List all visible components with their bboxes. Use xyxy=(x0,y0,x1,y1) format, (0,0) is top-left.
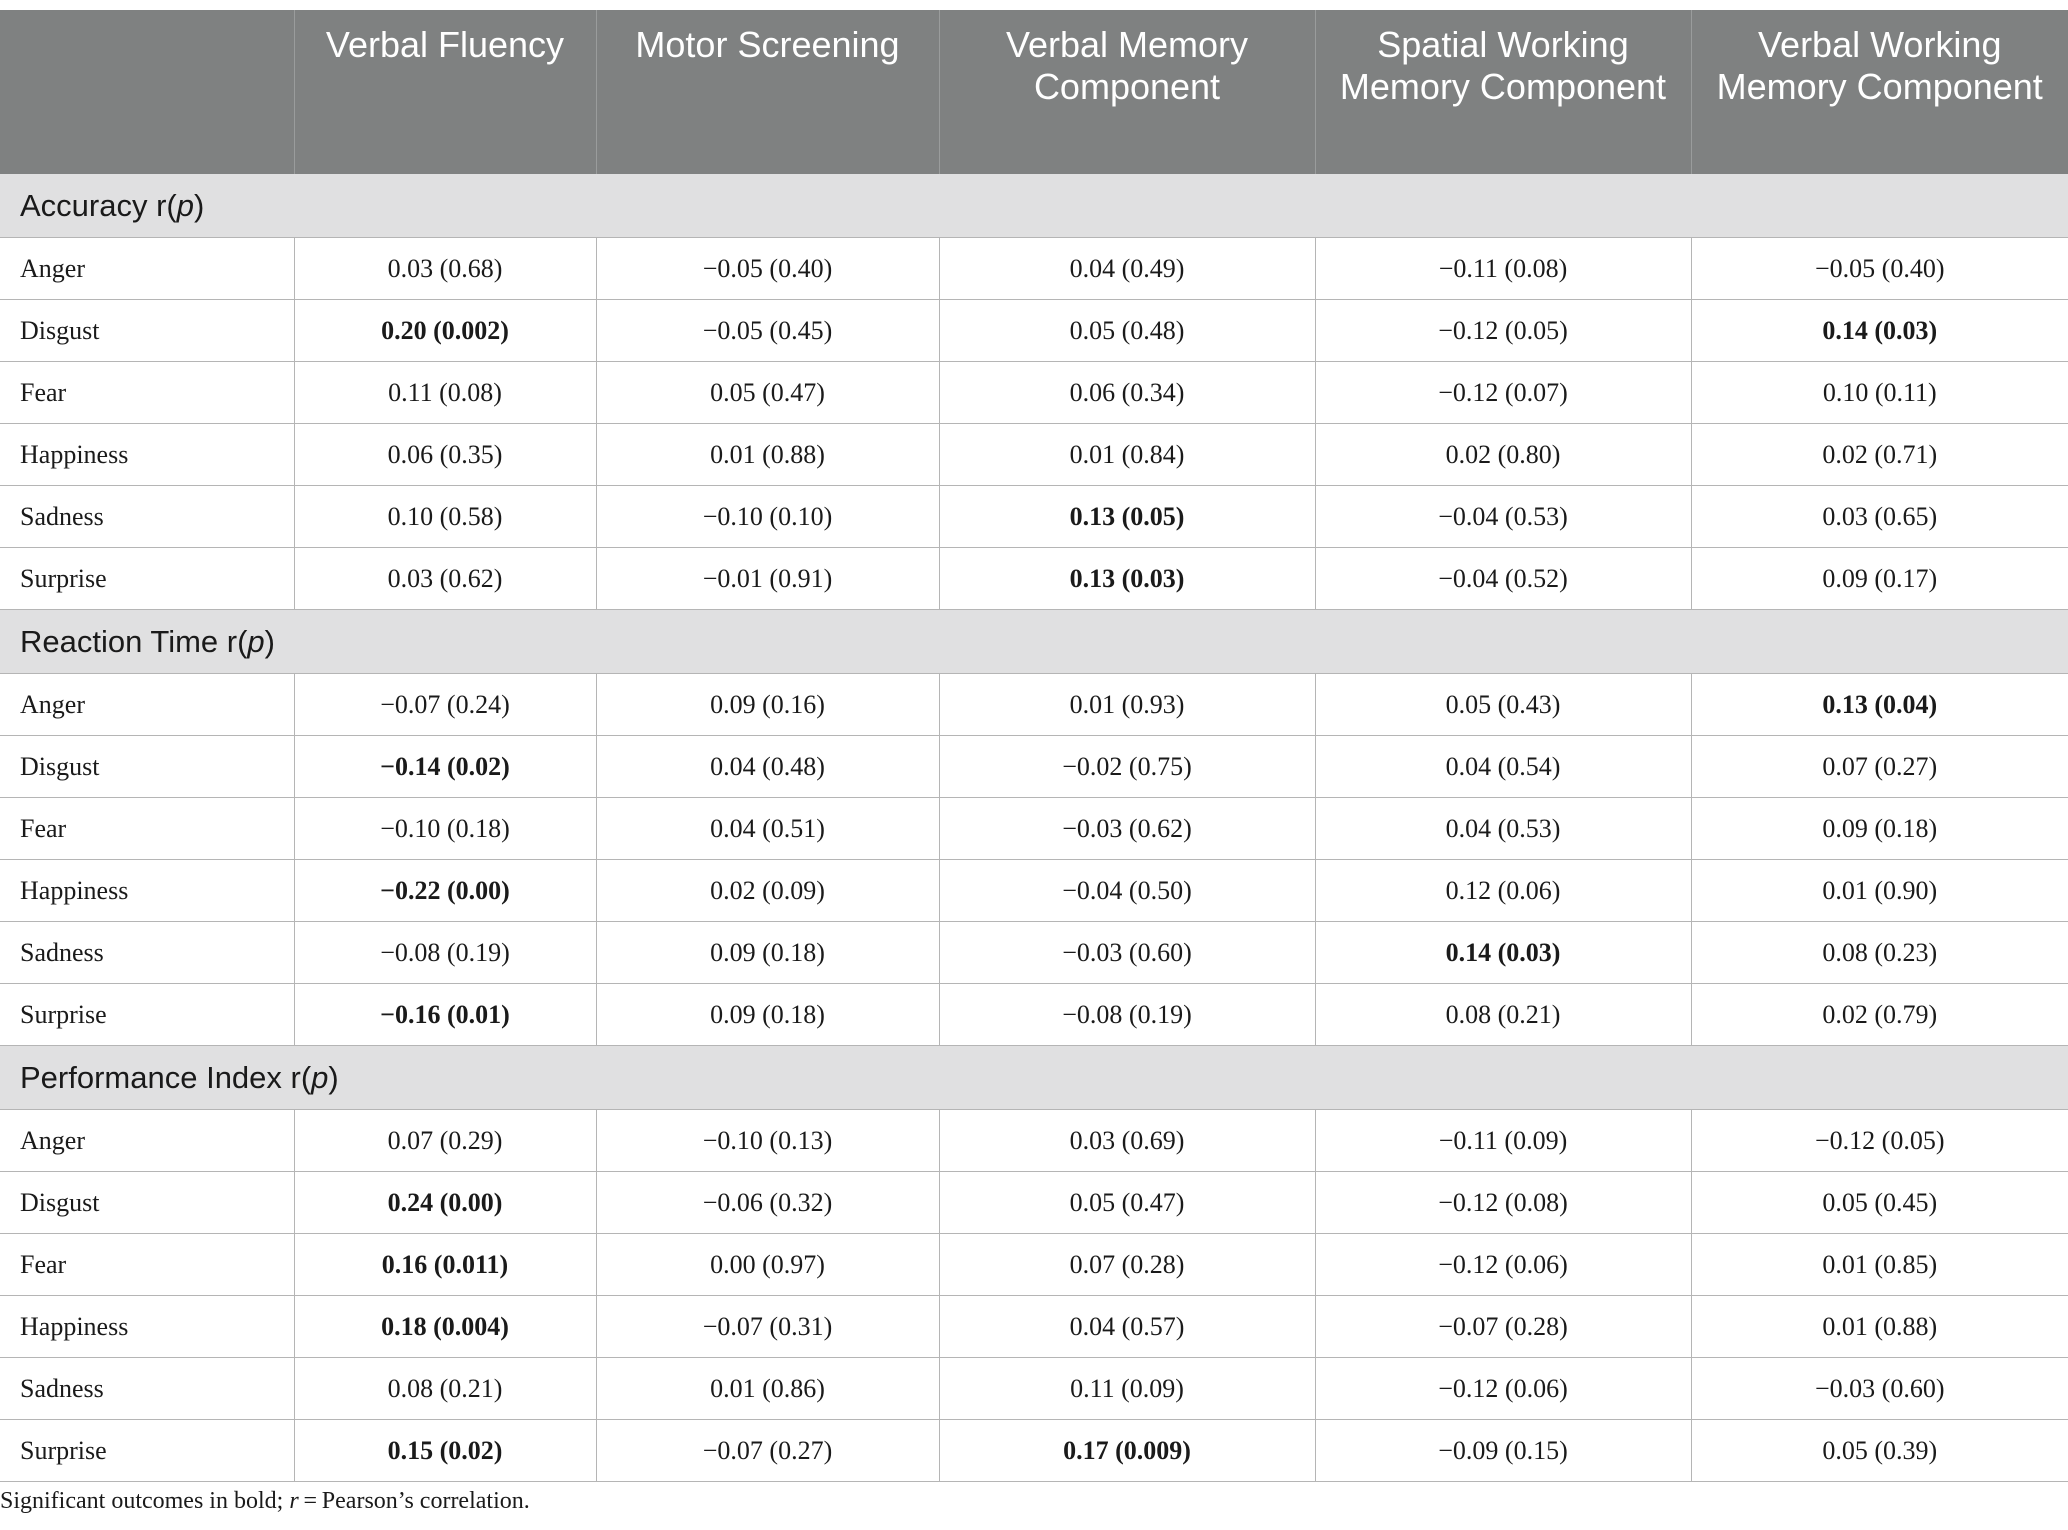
row-label: Fear xyxy=(0,1234,294,1296)
table-cell: 0.05 (0.47) xyxy=(939,1172,1315,1234)
table-cell: −0.11 (0.09) xyxy=(1315,1110,1691,1172)
table-cell: 0.00 (0.97) xyxy=(596,1234,939,1296)
row-label: Surprise xyxy=(0,984,294,1046)
table-cell: 0.04 (0.57) xyxy=(939,1296,1315,1358)
row-label: Anger xyxy=(0,238,294,300)
table-row xyxy=(0,424,2068,486)
table-cell: 0.01 (0.93) xyxy=(939,674,1315,736)
table-row xyxy=(0,674,2068,736)
section-title-end: ) xyxy=(328,1059,339,1095)
section-title xyxy=(0,1046,2068,1110)
table-row xyxy=(0,798,2068,860)
row-label: Happiness xyxy=(0,424,294,486)
table-cell: −0.14 (0.02) xyxy=(294,736,596,798)
table-cell: −0.05 (0.40) xyxy=(596,238,939,300)
table-cell: 0.05 (0.45) xyxy=(1691,1172,2068,1234)
section-title-p: p xyxy=(311,1059,329,1095)
section-title xyxy=(0,174,2068,238)
correlation-table xyxy=(0,10,2068,1482)
table-cell: 0.06 (0.35) xyxy=(294,424,596,486)
table-cell: 0.20 (0.002) xyxy=(294,300,596,362)
header-spatial-working-memory: Spatial Working Memory Component xyxy=(1315,10,1691,174)
table-cell: 0.09 (0.18) xyxy=(1691,798,2068,860)
header-verbal-memory: Verbal Memory Component xyxy=(939,10,1315,174)
table-cell: −0.04 (0.53) xyxy=(1315,486,1691,548)
table-cell: 0.09 (0.18) xyxy=(596,922,939,984)
header-verbal-fluency: Verbal Fluency xyxy=(294,10,596,174)
table-cell: 0.01 (0.85) xyxy=(1691,1234,2068,1296)
table-cell: −0.08 (0.19) xyxy=(939,984,1315,1046)
header-verbal-working-memory: Verbal Working Memory Component xyxy=(1691,10,2068,174)
table-cell: 0.07 (0.29) xyxy=(294,1110,596,1172)
table-cell: 0.13 (0.03) xyxy=(939,548,1315,610)
table-row xyxy=(0,860,2068,922)
table-cell: 0.11 (0.09) xyxy=(939,1358,1315,1420)
table-cell: 0.01 (0.90) xyxy=(1691,860,2068,922)
table-cell: 0.04 (0.49) xyxy=(939,238,1315,300)
table-cell: 0.14 (0.03) xyxy=(1691,300,2068,362)
table-cell: −0.06 (0.32) xyxy=(596,1172,939,1234)
section-title xyxy=(0,610,2068,674)
table-cell: 0.09 (0.16) xyxy=(596,674,939,736)
row-label: Happiness xyxy=(0,860,294,922)
table-cell: −0.07 (0.28) xyxy=(1315,1296,1691,1358)
table-cell: 0.10 (0.58) xyxy=(294,486,596,548)
table-cell: 0.12 (0.06) xyxy=(1315,860,1691,922)
table-cell: 0.01 (0.84) xyxy=(939,424,1315,486)
table-row xyxy=(0,1420,2068,1482)
section-title-end: ) xyxy=(194,187,205,223)
table-cell: 0.03 (0.65) xyxy=(1691,486,2068,548)
table-cell: 0.07 (0.28) xyxy=(939,1234,1315,1296)
table-cell: 0.13 (0.05) xyxy=(939,486,1315,548)
table-cell: −0.07 (0.31) xyxy=(596,1296,939,1358)
section-title-text: Reaction Time r( xyxy=(20,623,248,659)
table-cell: 0.17 (0.009) xyxy=(939,1420,1315,1482)
section-title-p: p xyxy=(247,623,265,659)
table-cell: 0.18 (0.004) xyxy=(294,1296,596,1358)
table-row xyxy=(0,1110,2068,1172)
section-header-row xyxy=(0,1046,2068,1110)
row-label: Sadness xyxy=(0,486,294,548)
table-cell: 0.09 (0.17) xyxy=(1691,548,2068,610)
section-title-p: p xyxy=(176,187,194,223)
table-cell: 0.14 (0.03) xyxy=(1315,922,1691,984)
table-cell: −0.04 (0.50) xyxy=(939,860,1315,922)
row-label: Anger xyxy=(0,674,294,736)
row-label: Fear xyxy=(0,362,294,424)
table-cell: −0.03 (0.60) xyxy=(939,922,1315,984)
table-row xyxy=(0,548,2068,610)
table-row xyxy=(0,736,2068,798)
section-title-text: Performance Index r( xyxy=(20,1059,312,1095)
table-row xyxy=(0,1358,2068,1420)
table-cell: 0.15 (0.02) xyxy=(294,1420,596,1482)
table-cell: 0.10 (0.11) xyxy=(1691,362,2068,424)
table-cell: 0.01 (0.88) xyxy=(596,424,939,486)
table-cell: −0.22 (0.00) xyxy=(294,860,596,922)
header-cell-blank xyxy=(0,10,294,174)
table-cell: −0.05 (0.40) xyxy=(1691,238,2068,300)
table-cell: 0.02 (0.71) xyxy=(1691,424,2068,486)
table-cell: −0.12 (0.06) xyxy=(1315,1358,1691,1420)
table-cell: 0.11 (0.08) xyxy=(294,362,596,424)
table-container xyxy=(0,10,2068,1482)
table-cell: −0.05 (0.45) xyxy=(596,300,939,362)
table-cell: 0.02 (0.09) xyxy=(596,860,939,922)
table-cell: 0.04 (0.53) xyxy=(1315,798,1691,860)
table-cell: 0.04 (0.54) xyxy=(1315,736,1691,798)
footnote-r-symbol: r xyxy=(289,1488,299,1514)
table-cell: 0.04 (0.51) xyxy=(596,798,939,860)
row-label: Surprise xyxy=(0,1420,294,1482)
table-cell: 0.08 (0.21) xyxy=(294,1358,596,1420)
table-row xyxy=(0,1296,2068,1358)
table-cell: 0.06 (0.34) xyxy=(939,362,1315,424)
table-row xyxy=(0,1172,2068,1234)
table-cell: −0.12 (0.05) xyxy=(1315,300,1691,362)
table-cell: 0.05 (0.47) xyxy=(596,362,939,424)
table-body xyxy=(0,174,2068,1482)
table-cell: 0.05 (0.43) xyxy=(1315,674,1691,736)
table-cell: −0.04 (0.52) xyxy=(1315,548,1691,610)
section-header-row xyxy=(0,610,2068,674)
footnote-part1: Significant outcomes in bold; xyxy=(0,1488,290,1514)
table-cell: −0.07 (0.24) xyxy=(294,674,596,736)
table-cell: 0.16 (0.011) xyxy=(294,1234,596,1296)
table-row xyxy=(0,984,2068,1046)
table-cell: −0.16 (0.01) xyxy=(294,984,596,1046)
table-cell: −0.12 (0.08) xyxy=(1315,1172,1691,1234)
table-cell: −0.03 (0.62) xyxy=(939,798,1315,860)
table-cell: 0.13 (0.04) xyxy=(1691,674,2068,736)
row-label: Fear xyxy=(0,798,294,860)
table-cell: −0.02 (0.75) xyxy=(939,736,1315,798)
table-cell: −0.09 (0.15) xyxy=(1315,1420,1691,1482)
table-cell: −0.10 (0.13) xyxy=(596,1110,939,1172)
table-cell: 0.24 (0.00) xyxy=(294,1172,596,1234)
header-row xyxy=(0,10,2068,174)
table-cell: 0.04 (0.48) xyxy=(596,736,939,798)
table-cell: 0.08 (0.23) xyxy=(1691,922,2068,984)
row-label: Disgust xyxy=(0,300,294,362)
table-cell: 0.02 (0.80) xyxy=(1315,424,1691,486)
table-row xyxy=(0,238,2068,300)
row-label: Sadness xyxy=(0,922,294,984)
table-cell: −0.12 (0.06) xyxy=(1315,1234,1691,1296)
table-row xyxy=(0,922,2068,984)
table-cell: −0.08 (0.19) xyxy=(294,922,596,984)
section-title-end: ) xyxy=(264,623,275,659)
footnote xyxy=(0,1488,530,1515)
row-label: Disgust xyxy=(0,1172,294,1234)
table-cell: 0.01 (0.86) xyxy=(596,1358,939,1420)
table-cell: 0.08 (0.21) xyxy=(1315,984,1691,1046)
table-cell: 0.03 (0.68) xyxy=(294,238,596,300)
section-title-text: Accuracy r( xyxy=(20,187,177,223)
row-label: Anger xyxy=(0,1110,294,1172)
table-cell: −0.10 (0.10) xyxy=(596,486,939,548)
table-cell: 0.07 (0.27) xyxy=(1691,736,2068,798)
table-cell: 0.05 (0.48) xyxy=(939,300,1315,362)
table-cell: 0.01 (0.88) xyxy=(1691,1296,2068,1358)
table-cell: 0.03 (0.62) xyxy=(294,548,596,610)
table-row xyxy=(0,1234,2068,1296)
table-cell: −0.12 (0.05) xyxy=(1691,1110,2068,1172)
footnote-part2: = Pearson’s correlation. xyxy=(298,1488,530,1514)
header-motor-screening: Motor Screening xyxy=(596,10,939,174)
table-cell: −0.01 (0.91) xyxy=(596,548,939,610)
section-header-row xyxy=(0,174,2068,238)
table-row xyxy=(0,362,2068,424)
table-cell: 0.02 (0.79) xyxy=(1691,984,2068,1046)
table-cell: −0.07 (0.27) xyxy=(596,1420,939,1482)
table-row xyxy=(0,486,2068,548)
table-cell: 0.05 (0.39) xyxy=(1691,1420,2068,1482)
table-cell: −0.10 (0.18) xyxy=(294,798,596,860)
row-label: Sadness xyxy=(0,1358,294,1420)
table-cell: −0.11 (0.08) xyxy=(1315,238,1691,300)
table-cell: 0.03 (0.69) xyxy=(939,1110,1315,1172)
row-label: Disgust xyxy=(0,736,294,798)
table-cell: 0.09 (0.18) xyxy=(596,984,939,1046)
table-cell: −0.12 (0.07) xyxy=(1315,362,1691,424)
table-row xyxy=(0,300,2068,362)
row-label: Happiness xyxy=(0,1296,294,1358)
table-cell: −0.03 (0.60) xyxy=(1691,1358,2068,1420)
row-label: Surprise xyxy=(0,548,294,610)
